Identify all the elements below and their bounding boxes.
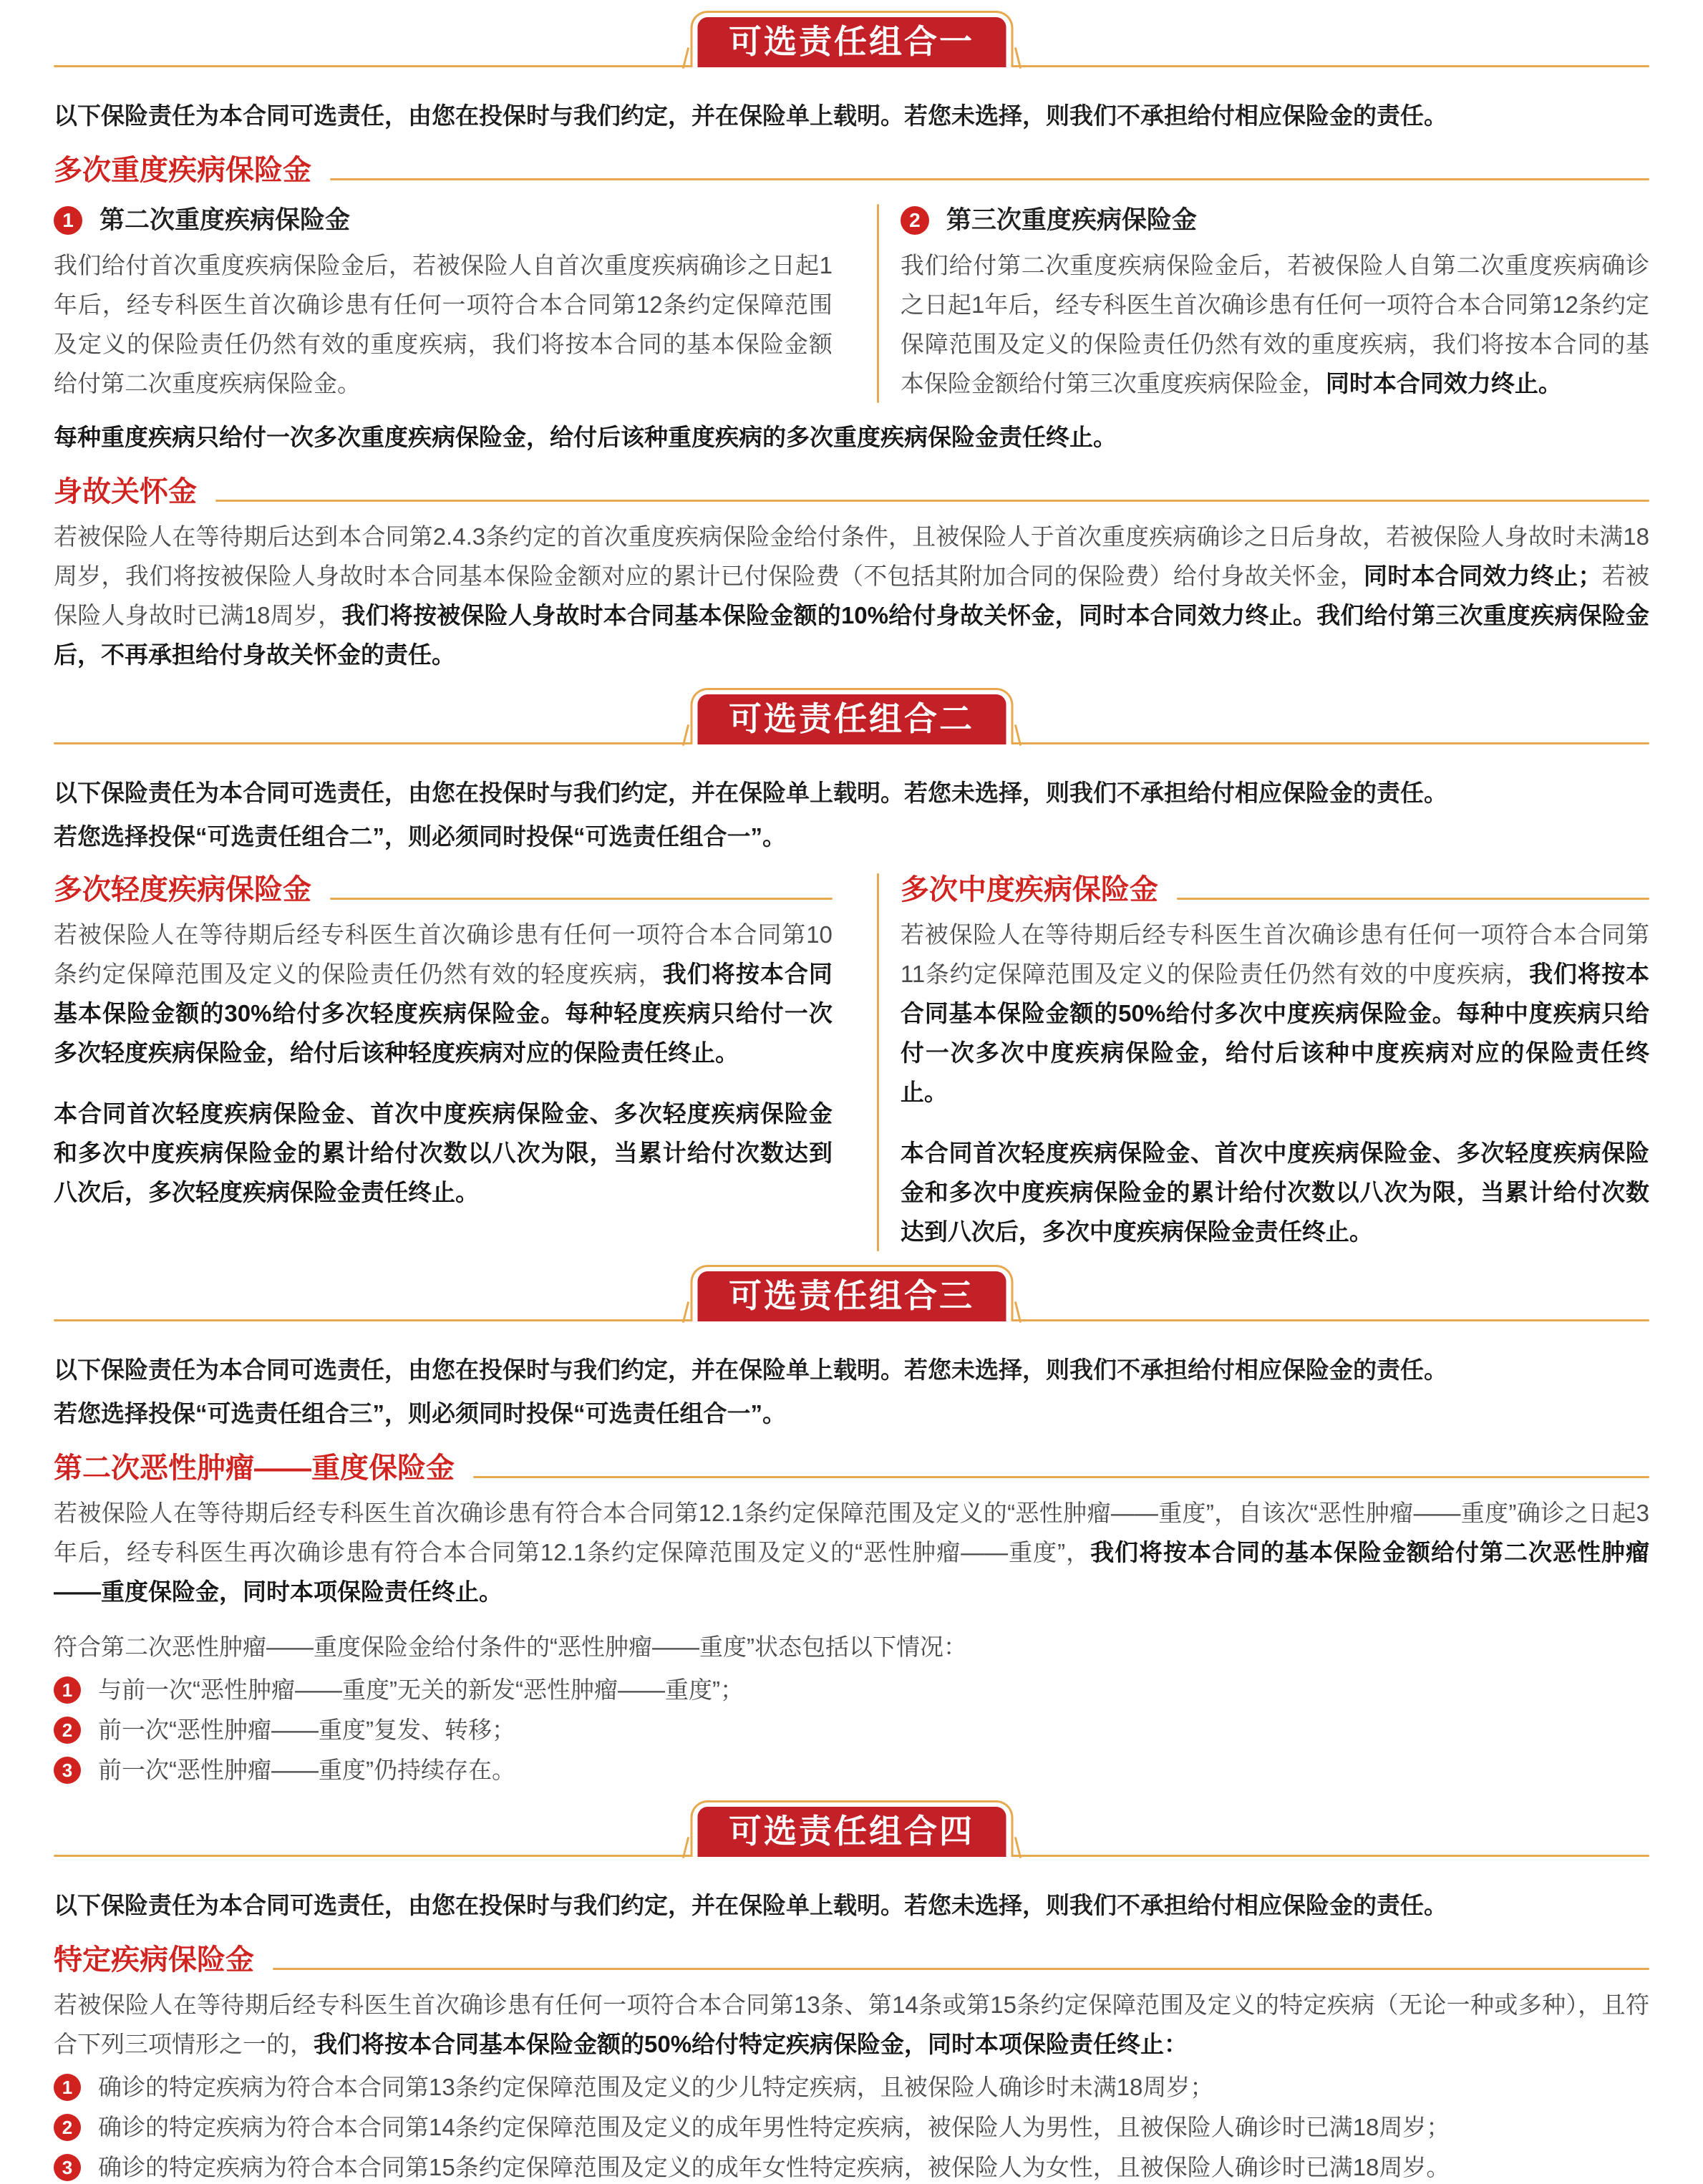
item-title-row [54, 204, 833, 237]
condition-item [54, 2111, 1649, 2144]
banner-title-combo-3: 可选责任组合三 [697, 1271, 1006, 1321]
heading-multi-moderate [901, 873, 1649, 906]
item-number-badge: 1 [54, 2074, 81, 2101]
conditions-list [54, 2071, 1649, 2184]
banner-row-combo-2 [54, 693, 1649, 744]
condition-item [54, 2151, 1649, 2184]
heading-text: 多次重度疾病保险金 [54, 155, 311, 186]
banner-row-combo-4 [54, 1805, 1649, 1857]
banner-row-combo-3 [54, 1270, 1649, 1321]
item-title-row [901, 204, 1649, 237]
banner-row-combo-1 [54, 16, 1649, 67]
two-column-block-mild-moderate [54, 873, 1649, 1251]
heading-text: 身故关怀金 [54, 476, 197, 508]
condition-text: 与前一次“恶性肿瘤——重度”无关的新发“恶性肿瘤——重度”； [98, 1676, 744, 1703]
banner-plaque-combo-4 [690, 1800, 1013, 1857]
item-number-badge: 2 [54, 1717, 81, 1744]
heading-death-care [54, 475, 1649, 508]
item-body: 我们给付首次重度疾病保险金后，若被保险人自首次重度疾病确诊之日起1年后，经专科医生首次确诊患有任何一项符合本合同第12条约定保障范围及定义的保险责任仍然有效的重度疾病，我们将按本合同的基本保险金额给付第二次重度疾病保险金。 [54, 252, 833, 397]
condition-text: 确诊的特定疾病为符合本合同第13条约定保障范围及定义的少儿特定疾病，且被保险人确诊时未满18周岁； [98, 2074, 1214, 2100]
intro-text-combo-4: 以下保险责任为本合同可选责任，由您在投保时与我们约定，并在保险单上载明。若您未选择，则我们不承担给付相应保险金的责任。 [54, 1892, 1447, 1918]
condition-item [54, 1674, 1649, 1707]
section-combo-2 [54, 693, 1649, 1251]
heading-underline [473, 1476, 1649, 1478]
intro-text-combo-1: 以下保险责任为本合同可选责任，由您在投保时与我们约定，并在保险单上载明。若您未选择，则我们不承担给付相应保险金的责任。 [54, 102, 1447, 129]
conditions-lead: 符合第二次恶性肿瘤——重度保险金给付条件的“恶性肿瘤——重度”状态包括以下情况： [54, 1634, 967, 1660]
second-cancer-body: 若被保险人在等待期后经专科医生首次确诊患有符合本合同第12.1条约定保障范围及定义的“恶性肿瘤——重度”，自该次“恶性肿瘤——重度”确诊之日起3年后，经专科医生再次确诊患有符合本合同第12.1条约定保障范围及定义的“恶性肿瘤——重度”，我们将按本合同的基本保险金额给付第二次恶性肿瘤——重度保险金，同时本项保险责任终止。 [54, 1500, 1649, 1605]
column-mild [54, 873, 877, 1251]
item-number-badge: 3 [54, 1757, 81, 1784]
heading-text: 多次中度疾病保险金 [900, 874, 1158, 906]
item-title: 第二次重度疾病保险金 [100, 206, 351, 234]
heading-specific-disease [54, 1943, 1649, 1976]
heading-text: 特定疾病保险金 [54, 1944, 254, 1976]
multi-severe-note: 每种重度疾病只给付一次多次重度疾病保险金，给付后该种重度疾病的多次重度疾病保险金责任终止。 [54, 424, 1117, 450]
condition-text: 确诊的特定疾病为符合本合同第14条约定保障范围及定义的成年男性特定疾病，被保险人为男性，且被保险人确诊时已满18周岁； [98, 2114, 1450, 2140]
column-second-severe [54, 204, 877, 403]
heading-underline [273, 1968, 1649, 1970]
item-number-badge: 2 [901, 206, 929, 235]
moderate-paragraph-2: 本合同首次轻度疾病保险金、首次中度疾病保险金、多次轻度疾病保险金和多次中度疾病保险金的累计给付次数以八次为限，当累计给付次数达到八次后，多次中度疾病保险金责任终止。 [900, 1140, 1649, 1245]
mild-paragraph-1: 若被保险人在等待期后经专科医生首次确诊患有任何一项符合本合同第10条约定保障范围及定义的保险责任仍然有效的轻度疾病，我们将按本合同基本保险金额的30%给付多次轻度疾病保险金。每种轻度疾病只给付一次多次轻度疾病保险金，给付后该种轻度疾病对应的保险责任终止。 [54, 921, 833, 1066]
two-column-block-severe [54, 204, 1649, 403]
intro-text-combo-2: 以下保险责任为本合同可选责任，由您在投保时与我们约定，并在保险单上载明。若您未选择，则我们不承担给付相应保险金的责任。 [54, 780, 1447, 806]
column-moderate [879, 873, 1649, 1251]
section-combo-4 [54, 1805, 1649, 2184]
banner-plaque-combo-3 [690, 1265, 1013, 1321]
prerequisite-note-combo-2: 若您选择投保“可选责任组合二”，则必须同时投保“可选责任组合一”。 [54, 823, 786, 850]
banner-title-combo-2: 可选责任组合二 [697, 694, 1006, 744]
heading-text: 第二次恶性肿瘤——重度保险金 [54, 1452, 455, 1484]
moderate-paragraph-1: 若被保险人在等待期后经专科医生首次确诊患有任何一项符合本合同第11条约定保障范围及定义的保险责任仍然有效的中度疾病，我们将按本合同基本保险金额的50%给付多次中度疾病保险金。每种中度疾病只给付一次多次中度疾病保险金，给付后该种中度疾病对应的保险责任终止。 [900, 921, 1650, 1105]
column-third-severe [879, 204, 1649, 403]
item-number-badge: 1 [54, 1676, 81, 1704]
condition-item [54, 1714, 1649, 1747]
banner-title-combo-1: 可选责任组合一 [697, 17, 1006, 67]
condition-item [54, 2071, 1649, 2104]
heading-second-cancer [54, 1452, 1649, 1485]
section-combo-3 [54, 1270, 1649, 1787]
banner-title-combo-4: 可选责任组合四 [697, 1807, 1006, 1857]
item-body: 我们给付第二次重度疾病保险金后，若被保险人自第二次重度疾病确诊之日起1年后，经专科医生首次确诊患有任何一项符合本合同第12条约定保障范围及定义的保险责任仍然有效的重度疾病，我们将按本合同的基本保险金额给付第三次重度疾病保险金，同时本合同效力终止。 [900, 252, 1649, 397]
specific-disease-body: 若被保险人在等待期后经专科医生首次确诊患有任何一项符合本合同第13条、第14条或第15条约定保障范围及定义的特定疾病（无论一种或多种），且符合下列三项情形之一的，我们将按本合同基本保险金额的50%给付特定疾病保险金，同时本项保险责任终止： [54, 1991, 1649, 2057]
mild-paragraph-2: 本合同首次轻度疾病保险金、首次中度疾病保险金、多次轻度疾病保险金和多次中度疾病保险金的累计给付次数以八次为限，当累计给付次数达到八次后，多次轻度疾病保险金责任终止。 [54, 1100, 833, 1205]
heading-multi-mild [54, 873, 833, 906]
item-number-badge: 3 [54, 2154, 81, 2181]
item-title: 第三次重度疾病保险金 [946, 206, 1197, 234]
condition-text: 前一次“恶性肿瘤——重度”复发、转移； [98, 1717, 515, 1743]
heading-text: 多次轻度疾病保险金 [54, 874, 311, 906]
banner-plaque-combo-1 [690, 11, 1013, 67]
item-number-badge: 1 [54, 206, 82, 235]
condition-text: 确诊的特定疾病为符合本合同第15条约定保障范围及定义的成年女性特定疾病，被保险人为女性，且被保险人确诊时已满18周岁。 [98, 2154, 1450, 2180]
conditions-list [54, 1674, 1649, 1787]
banner-plaque-combo-2 [690, 688, 1013, 744]
heading-underline [215, 500, 1649, 502]
heading-underline [330, 178, 1649, 180]
prerequisite-note-combo-3: 若您选择投保“可选责任组合三”，则必须同时投保“可选责任组合一”。 [54, 1400, 786, 1427]
condition-item [54, 1754, 1649, 1787]
heading-multi-severe [54, 154, 1649, 187]
death-care-body: 若被保险人在等待期后达到本合同第2.4.3条约定的首次重度疾病保险金给付条件，且被保险人于首次重度疾病确诊之日后身故，若被保险人身故时未满18周岁，我们将按被保险人身故时本合同基本保险金额对应的累计已付保险费（不包括其附加合同的保险费）给付身故关怀金，同时本合同效力终止；若被保险人身故时已满18周岁，我们将按被保险人身故时本合同基本保险金额的10%给付身故关怀金，同时本合同效力终止。我们给付第三次重度疾病保险金后，不再承担给付身故关怀金的责任。 [54, 523, 1650, 668]
heading-underline [1177, 898, 1649, 900]
condition-text: 前一次“恶性肿瘤——重度”仍持续存在。 [98, 1757, 515, 1783]
heading-underline [330, 898, 833, 900]
item-number-badge: 2 [54, 2114, 81, 2141]
section-combo-1 [54, 16, 1649, 674]
intro-text-combo-3: 以下保险责任为本合同可选责任，由您在投保时与我们约定，并在保险单上载明。若您未选择，则我们不承担给付相应保险金的责任。 [54, 1356, 1447, 1383]
